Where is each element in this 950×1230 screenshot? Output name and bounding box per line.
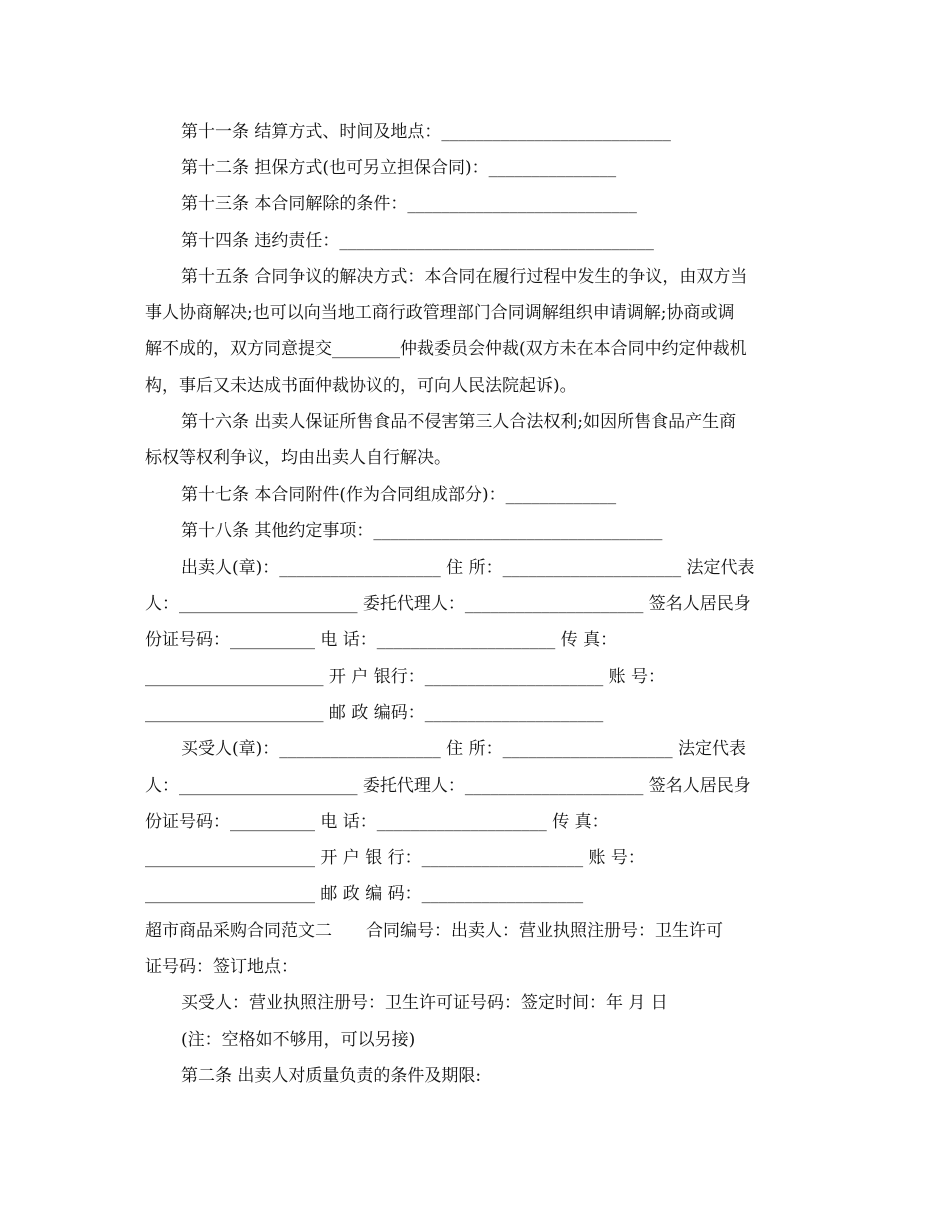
buyer-info-line-1: 买受人(章)：___________________ 住 所：____________________ 法定代表 bbox=[181, 739, 746, 759]
contract-two-header-line-2: 证号码：签订地点： bbox=[145, 957, 298, 977]
seller-info-line-4: _____________________ 开 户 银行：_____________________ 账 号： bbox=[145, 667, 666, 687]
clause-18-other: 第十八条 其他约定事项：__________________________________ bbox=[181, 521, 663, 541]
note-line: (注：空格如不够用，可以另接) bbox=[181, 1030, 416, 1050]
buyer-info-line-2: 人：_____________________ 委托代理人：_____________________ 签名人居民身 bbox=[145, 776, 751, 796]
clause-11-settlement: 第十一条 结算方式、时间及地点：___________________________ bbox=[181, 122, 671, 142]
seller-info-line-1: 出卖人(章)：___________________ 住 所：_____________________ 法定代表 bbox=[181, 558, 755, 578]
clause-12-guarantee: 第十二条 担保方式(也可另立担保合同)：_______________ bbox=[181, 158, 617, 178]
clause-15-dispute-line-2: 事人协商解决;也可以向当地工商行政管理部门合同调解组织申请调解;协商或调 bbox=[145, 303, 735, 323]
contract-two-header-line-1: 超市商品采购合同范文二 合同编号：出卖人：营业执照注册号：卫生许可 bbox=[145, 921, 723, 941]
clause-15-dispute-line-4: 构，事后又未达成书面仲裁协议的，可向人民法院起诉)。 bbox=[145, 376, 577, 396]
seller-info-line-5: _____________________ 邮 政 编码：_____________________ bbox=[145, 703, 604, 723]
clause-16-warranty-line-2: 标权等权利争议，均由出卖人自行解决。 bbox=[145, 448, 451, 468]
clause-16-warranty-line-1: 第十六条 出卖人保证所售食品不侵害第三人合法权利;如因所售食品产生商 bbox=[181, 412, 737, 432]
clause-17-attachments: 第十七条 本合同附件(作为合同组成部分)：_____________ bbox=[181, 485, 617, 505]
clause-14-liability: 第十四条 违约责任：_____________________________________ bbox=[181, 231, 654, 251]
clause-15-dispute-line-3: 解不成的，双方同意提交________仲裁委员会仲裁(双方未在本合同中约定仲裁机 bbox=[145, 339, 747, 359]
buyer-info-line-5: ____________________ 邮 政 编 码：___________________ bbox=[145, 884, 584, 904]
clause-13-termination: 第十三条 本合同解除的条件：___________________________ bbox=[181, 194, 637, 214]
buyer-header-line: 买受人：营业执照注册号：卫生许可证号码：签定时间：年 月 日 bbox=[181, 993, 668, 1013]
seller-info-line-3: 份证号码：__________ 电 话：_____________________ 传 真： bbox=[145, 630, 618, 650]
buyer-info-line-3: 份证号码：__________ 电 话：____________________ 传 真： bbox=[145, 812, 609, 832]
clause-2-quality: 第二条 出卖人对质量负责的条件及期限: bbox=[181, 1066, 482, 1086]
buyer-info-line-4: ____________________ 开 户 银 行：___________________ 账 号： bbox=[145, 848, 645, 868]
clause-15-dispute-line-1: 第十五条 合同争议的解决方式：本合同在履行过程中发生的争议，由双方当 bbox=[181, 267, 748, 287]
seller-info-line-2: 人：_____________________ 委托代理人：_____________________ 签名人居民身 bbox=[145, 594, 751, 614]
